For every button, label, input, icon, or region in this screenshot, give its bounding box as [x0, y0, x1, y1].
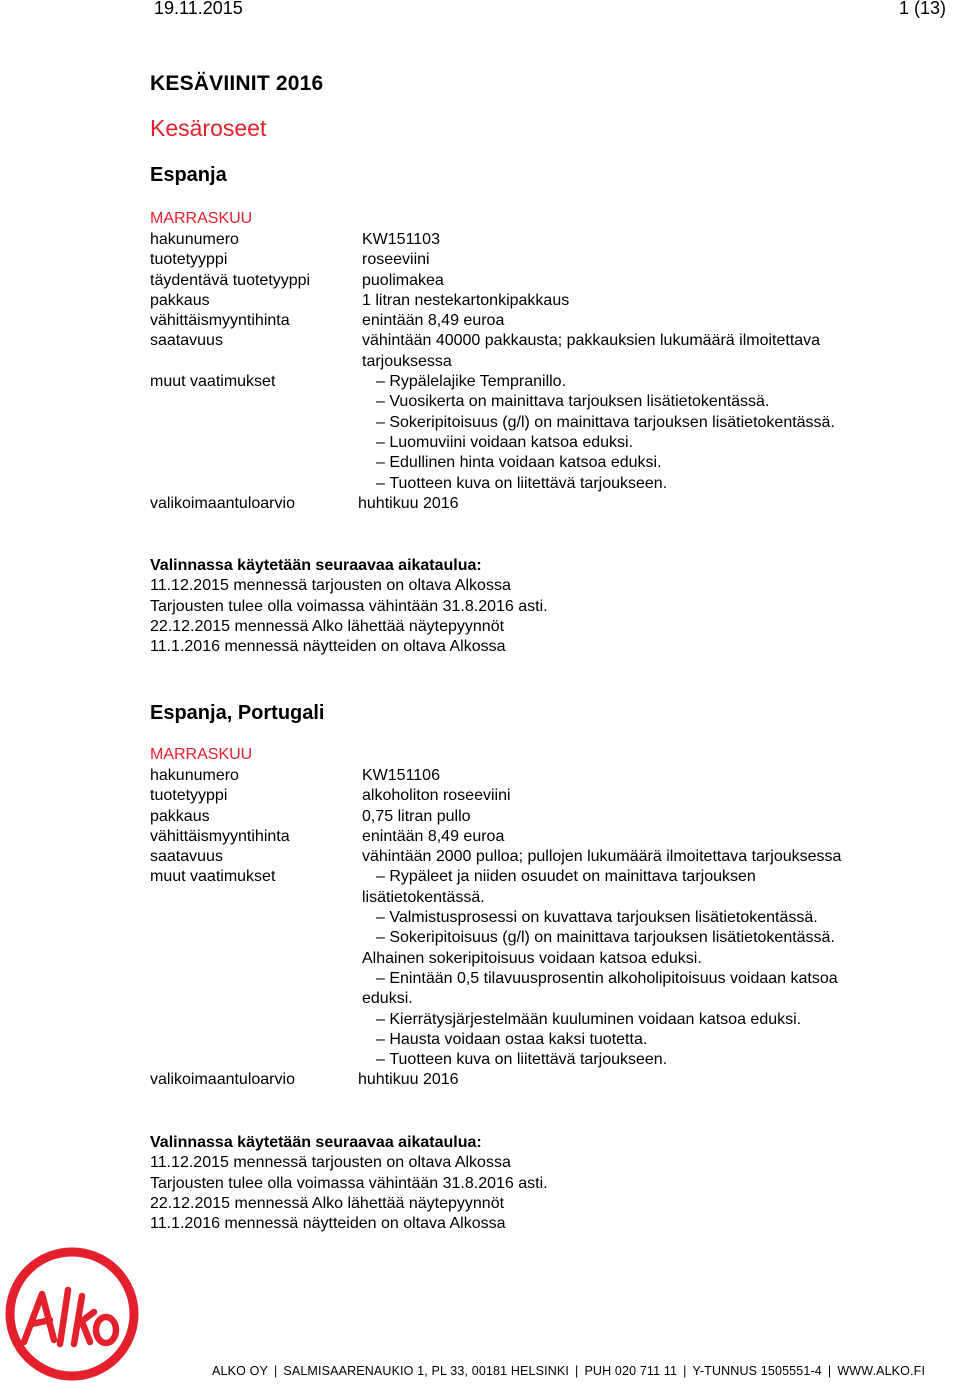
spec-label: vähittäismyyntihinta — [150, 312, 290, 330]
requirement-item: – Hausta voidaan ostaa kaksi tuotetta. — [362, 1030, 850, 1050]
footer-business-id: Y-TUNNUS 1505551-4 — [692, 1364, 822, 1378]
spec-row-requirements — [150, 867, 910, 1070]
spec-label: pakkaus — [150, 291, 210, 309]
section-month: MARRASKUU — [150, 746, 253, 763]
spec-value: KW151106 — [362, 767, 440, 784]
spec-value: huhtikuu 2016 — [358, 1071, 459, 1089]
schedule-title: Valinnassa käytetään seuraavaa aikataulua: — [150, 1134, 482, 1151]
spec-label: saatavuus — [150, 332, 223, 350]
spec-row — [150, 494, 910, 514]
spec-label: muut vaatimukset — [150, 373, 276, 391]
spec-value: alkoholiton roseeviini — [362, 787, 511, 805]
schedule-item: 22.12.2015 mennessä Alko lähettää näytepyynnöt — [150, 1194, 505, 1212]
spec-label: tuotetyyppi — [150, 251, 228, 269]
spec-value: 1 litran nestekartonkipakkaus — [362, 291, 570, 309]
schedule-item: Tarjousten tulee olla voimassa vähintään 31.8.2016 asti. — [150, 597, 548, 615]
spec-table — [150, 766, 910, 1091]
spec-label: hakunumero — [150, 231, 239, 248]
requirement-item: – Tuotteen kuva on liitettävä tarjoukseen. — [362, 1050, 850, 1070]
schedule-item: 22.12.2015 mennessä Alko lähettää näytepyynnöt — [150, 617, 505, 635]
spec-value: vähintään 2000 pulloa; pullojen lukumäärä ilmoitettava tarjouksessa — [362, 848, 842, 866]
spec-row — [150, 807, 910, 827]
footer: ALKO OY | SALMISAARENAUKIO 1, PL 33, 00181 HELSINKI | PUH 020 711 11 | Y-TUNNUS 1505551-4 | WWW.ALKO.FI — [212, 1364, 926, 1378]
requirement-item: – Enintään 0,5 tilavuusprosentin alkoholipitoisuus voidaan katsoa eduksi. — [362, 969, 850, 1010]
requirement-item: – Sokeripitoisuus (g/l) on mainittava tarjouksen lisätietokentässä. Alhainen sokeripitoisuus voidaan katsoa eduksi. — [362, 928, 850, 969]
spec-label: pakkaus — [150, 807, 210, 825]
requirement-item: – Edullinen hinta voidaan katsoa eduksi. — [362, 453, 910, 473]
schedule — [150, 556, 548, 657]
requirements-list — [362, 867, 910, 1070]
category-title: Kesäroseet — [150, 115, 267, 141]
spec-row — [150, 1070, 910, 1090]
spec-row — [150, 291, 910, 311]
logo-lettering — [24, 1290, 116, 1344]
spec-value: KW151103 — [362, 231, 440, 248]
section-title: Espanja — [150, 164, 227, 186]
schedule-item: Tarjousten tulee olla voimassa vähintään 31.8.2016 asti. — [150, 1174, 548, 1192]
spec-row-requirements — [150, 372, 910, 494]
footer-company: ALKO OY — [212, 1364, 268, 1378]
spec-row — [150, 827, 910, 847]
spec-row — [150, 786, 910, 806]
spec-label: muut vaatimukset — [150, 868, 276, 886]
spec-row — [150, 311, 910, 331]
footer-phone: PUH 020 711 11 — [584, 1364, 678, 1378]
page-number: 1 (13) — [898, 0, 946, 18]
spec-row — [150, 331, 910, 372]
requirement-item: – Kierrätysjärjestelmään kuuluminen voidaan katsoa eduksi. — [362, 1010, 850, 1030]
spec-row — [150, 766, 910, 786]
spec-label: valikoimaantuloarvio — [150, 494, 295, 512]
requirement-item: – Tuotteen kuva on liitettävä tarjoukseen. — [362, 474, 910, 494]
logo-ring — [10, 1252, 134, 1376]
schedule-item: 11.12.2015 mennessä tarjousten on oltava Alkossa — [150, 1154, 511, 1172]
requirement-item: – Vuosikerta on mainittava tarjouksen lisätietokentässä. — [362, 392, 910, 412]
spec-label: valikoimaantuloarvio — [150, 1071, 295, 1089]
spec-value: enintään 8,49 euroa — [362, 312, 505, 330]
spec-value: 0,75 litran pullo — [362, 807, 471, 825]
spec-table — [150, 230, 910, 514]
spec-value: puolimakea — [362, 271, 444, 289]
spec-value: huhtikuu 2016 — [358, 494, 459, 512]
spec-value: roseeviini — [362, 251, 430, 269]
document-date: 19.11.2015 — [154, 0, 243, 18]
spec-label: täydentävä tuotetyyppi — [150, 271, 311, 289]
footer-address: SALMISAARENAUKIO 1, PL 33, 00181 HELSINKI — [283, 1364, 570, 1378]
alko-logo — [2, 1244, 142, 1384]
spec-label: tuotetyyppi — [150, 787, 228, 805]
spec-label: hakunumero — [150, 767, 239, 784]
spec-label: vähittäismyyntihinta — [150, 827, 290, 845]
spec-row — [150, 230, 910, 250]
footer-website[interactable]: WWW.ALKO.FI — [837, 1364, 926, 1378]
requirements-list — [362, 372, 910, 494]
section-month: MARRASKUU — [150, 210, 253, 227]
spec-row — [150, 271, 910, 291]
schedule-title: Valinnassa käytetään seuraavaa aikataulua: — [150, 557, 482, 574]
spec-label: saatavuus — [150, 848, 223, 866]
spec-row — [150, 250, 910, 270]
requirement-item: – Luomuviini voidaan katsoa eduksi. — [362, 433, 910, 453]
document-title: KESÄVIINIT 2016 — [150, 72, 324, 95]
requirement-item: – Valmistusprosessi on kuvattava tarjouksen lisätietokentässä. — [362, 908, 850, 928]
schedule-item: 11.12.2015 mennessä tarjousten on oltava Alkossa — [150, 577, 511, 595]
section-title: Espanja, Portugali — [150, 702, 325, 724]
schedule — [150, 1133, 548, 1234]
spec-row — [150, 847, 910, 867]
schedule-item: 11.1.2016 mennessä näytteiden on oltava Alkossa — [150, 1215, 506, 1233]
spec-value: enintään 8,49 euroa — [362, 827, 505, 845]
requirement-item: – Sokeripitoisuus (g/l) on mainittava tarjouksen lisätietokentässä. — [362, 413, 910, 433]
requirement-item: – Rypälelajike Tempranillo. — [362, 372, 910, 392]
requirement-item: – Rypäleet ja niiden osuudet on mainittava tarjouksen lisätietokentässä. — [362, 867, 850, 908]
spec-value: vähintään 40000 pakkausta; pakkauksien lukumäärä ilmoitettava tarjouksessa — [362, 332, 821, 370]
schedule-item: 11.1.2016 mennessä näytteiden on oltava Alkossa — [150, 638, 506, 656]
